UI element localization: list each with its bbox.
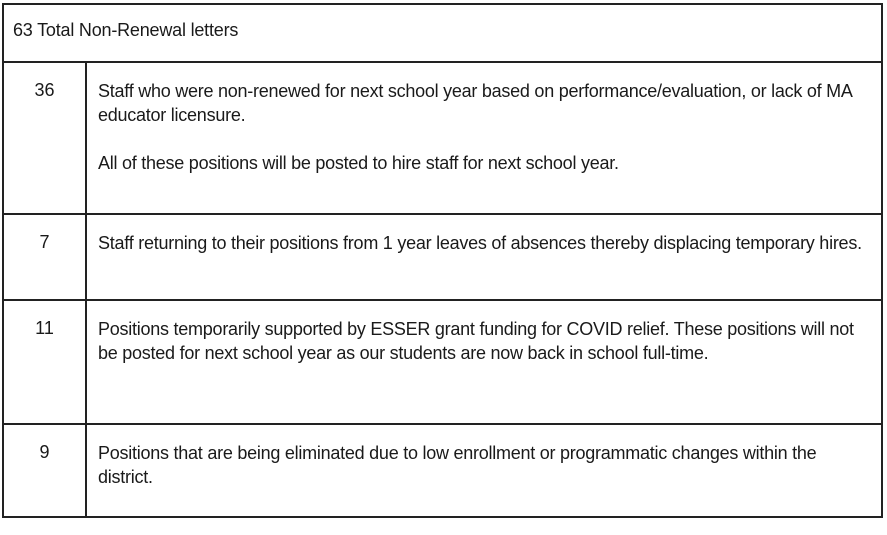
row-description bbox=[87, 215, 881, 299]
row-description bbox=[87, 63, 881, 213]
description-paragraph: Positions temporarily supported by ESSER grant funding for COVID relief. These positions will not be posted for next school year as our students are now back in school full-time. bbox=[98, 319, 854, 363]
row-count: 7 bbox=[4, 215, 87, 299]
description-paragraph: Staff who were non-renewed for next school year based on performance/evaluation, or lack of MA educator licensure. bbox=[98, 81, 852, 125]
description-paragraph: Staff returning to their positions from 1 year leaves of absences thereby displacing temporary hires. bbox=[98, 233, 862, 253]
description-paragraph: All of these positions will be posted to hire staff for next school year. bbox=[98, 153, 619, 173]
table-row bbox=[4, 425, 881, 516]
row-description bbox=[87, 301, 881, 423]
non-renewal-table bbox=[2, 3, 883, 518]
description-paragraph: Positions that are being eliminated due to low enrollment or programmatic changes within the district. bbox=[98, 443, 817, 487]
table-row bbox=[4, 215, 881, 301]
table-row bbox=[4, 63, 881, 215]
row-count: 11 bbox=[4, 301, 87, 423]
table-header: 63 Total Non-Renewal letters bbox=[4, 5, 881, 63]
row-count: 9 bbox=[4, 425, 87, 516]
table-row bbox=[4, 301, 881, 425]
row-count: 36 bbox=[4, 63, 87, 213]
row-description bbox=[87, 425, 881, 516]
